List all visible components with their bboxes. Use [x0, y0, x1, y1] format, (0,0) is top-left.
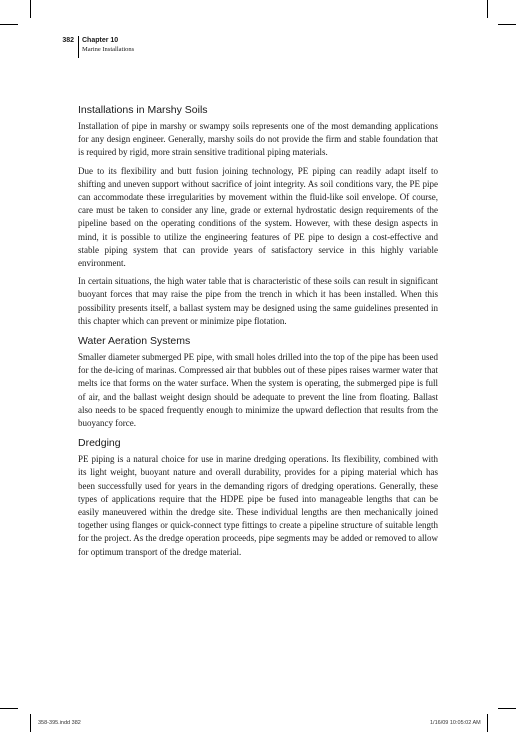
section-marshy-soils	[78, 104, 438, 328]
crop-mark	[30, 0, 31, 18]
crop-mark	[30, 714, 31, 732]
paragraph: Installation of pipe in marshy or swampy soils represents one of the most demanding applications for any design engineer. Generally, marshy soils do not provide the firm and stable foundation that is required by rigid, more strain sensitive traditional piping materials.	[78, 121, 438, 158]
slug-timestamp: 1/16/09 10:05:02 AM	[430, 720, 481, 726]
paragraph: Due to its flexibility and butt fusion joining technology, PE piping can readily adapt itself to shifting and uneven support without sacrifice of joint integrity. As soil conditions vary, the PE pipe can accommodate these irregularities by movement within the fluid-like soil envelope. Of course, care must be taken to consider any line, grade or external hydrostatic design requirements of the pipeline based on the operating conditions of the system. However, with these design aspects in mind, it is possible to utilize the engineering features of PE pipe to design a cost-effective and stable piping system that can provide years of satisfactory service in this highly variable environment.	[78, 165, 438, 269]
section-dredging	[78, 437, 438, 559]
page-number: 382	[62, 37, 74, 44]
chapter-title: Chapter 10	[82, 37, 119, 44]
paragraph: Smaller diameter submerged PE pipe, with small holes drilled into the top of the pipe has been used for the de-icing of marinas. Compressed air that bubbles out of these pipes raises warmer water that melts ice that forms on the water surface. When the system is operating, the submerged pipe is full of air, and the ballast weight design should be adequate to prevent the line from floating. Ballast also needs to be spaced frequently enough to minimize the upward deflection that results from the buoyancy force.	[78, 352, 438, 429]
section-water-aeration	[78, 335, 438, 430]
crop-mark	[0, 708, 18, 709]
section-heading: Installations in Marshy Soils	[78, 104, 208, 116]
slug-filename: 358-395.indd 382	[38, 720, 81, 726]
crop-mark	[498, 708, 516, 709]
crop-mark	[498, 24, 516, 25]
section-heading: Dredging	[78, 437, 121, 450]
chapter-subtitle: Marine Installations	[82, 46, 135, 53]
crop-mark	[487, 714, 488, 732]
crop-mark	[487, 0, 488, 18]
header-divider	[78, 36, 79, 58]
paragraph: In certain situations, the high water table that is characteristic of these soils can result in significant buoyant forces that may raise the pipe from the trench in which it has been installed. When this possibility presents itself, a ballast system may be designed using the same guidelines presented in this chapter which can prevent or minimize pipe flotation.	[78, 276, 438, 326]
paragraph: PE piping is a natural choice for use in marine dredging operations. Its flexibility, combined with its light weight, buoyant nature and overall durability, provides for a piping material which has been successfully used for years in the demanding rigors of dredging operations. Generally, these types of applications require that the HDPE pipe be fused into manageable lengths that can be easily maneuvered within the dredge site. These individual lengths are then mechanically joined together using flanges or quick-connect type fittings to create a pipeline structure of suitable length for the project. As the dredge operation proceeds, pipe segments may be added or removed to allow for optimum transport of the dredge material.	[78, 454, 438, 557]
section-heading: Water Aeration Systems	[78, 335, 191, 348]
crop-mark	[0, 24, 18, 25]
page-body	[78, 104, 438, 566]
